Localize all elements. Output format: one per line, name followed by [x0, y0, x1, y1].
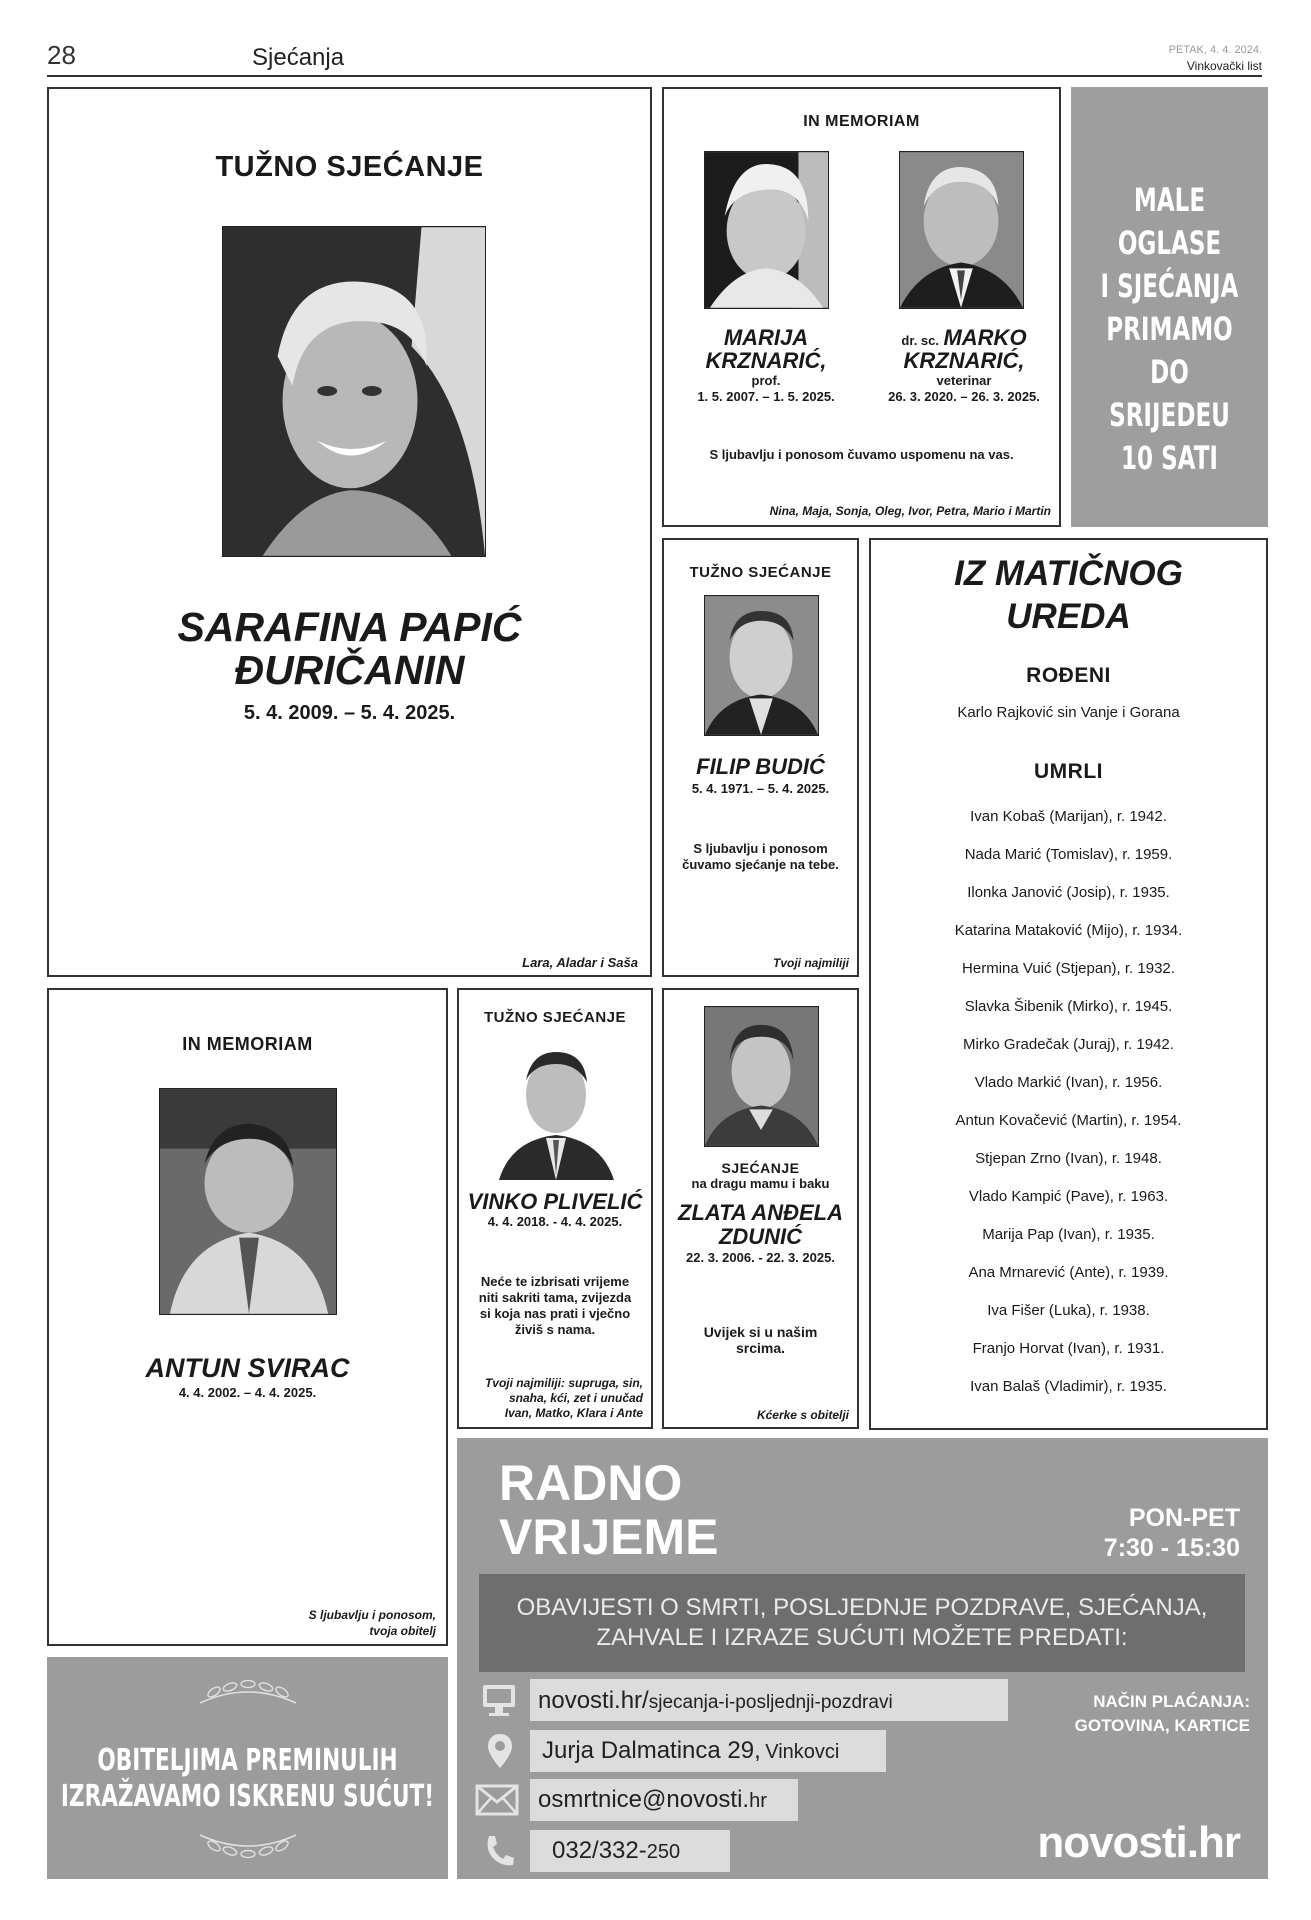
message-line: Neće te izbrisati vrijeme [480, 1274, 630, 1289]
signature-line: Tvoji najmiliji: supruga, sin, [484, 1376, 643, 1390]
person2-title: veterinar [936, 373, 992, 388]
signature-line: Ivan, Matko, Klara i Ante [504, 1406, 643, 1420]
message-line: si koja nas prati i vječno [479, 1306, 631, 1321]
person1-title: prof. [751, 373, 781, 388]
born-entry: Karlo Rajković sin Vanje i Gorana [957, 704, 1180, 721]
born-heading: ROĐENI [1026, 664, 1111, 687]
died-entry: Ana Mrnarević (Ante), r. 1939. [968, 1264, 1169, 1281]
person2-dates: 26. 3. 2020. – 26. 3. 2025. [888, 389, 1040, 404]
registry-title-line1: IZ MATIČNOG [954, 554, 1183, 593]
memorial-signature: Nina, Maja, Sonja, Oleg, Ivor, Petra, Mario i Martin [769, 504, 1051, 518]
memorial-signature-line2: tvoja obitelj [369, 1624, 436, 1638]
memorial-name-line1: ZLATA ANĐELA [678, 1200, 843, 1225]
died-entry: Ivan Balaš (Vladimir), r. 1935. [970, 1378, 1167, 1395]
died-entry: Antun Kovačević (Martin), r. 1954. [955, 1112, 1182, 1129]
notice-line: MALE [1133, 181, 1206, 219]
banner-line1: OBAVIJESTI O SMRTI, POSLJEDNJE POZDRAVE, SJEĆANJA, [516, 1594, 1208, 1621]
portrait-photo [704, 1006, 819, 1147]
notice-line: DO SRIJEDEU [1109, 353, 1230, 434]
memorial-signature: Kćerke s obitelji [756, 1408, 849, 1422]
notice-male-oglase [1071, 87, 1268, 527]
condolence-line1: OBITELJIMA PREMINULIH [97, 1743, 398, 1778]
address-city: Vinkovci [765, 1741, 840, 1763]
memorial-dates: 5. 4. 1971. – 5. 4. 2025. [691, 781, 830, 796]
memorial-name: FILIP BUDIĆ [696, 754, 825, 779]
address-main: Jurja Dalmatinca 29, [542, 1737, 761, 1764]
email-tld: hr [749, 1790, 767, 1812]
memorial-budic [662, 538, 859, 977]
memorial-name: VINKO PLIVELIĆ [467, 1189, 643, 1214]
died-entry: Vlado Kampić (Pave), r. 1963. [968, 1188, 1169, 1205]
phone-icon [483, 1834, 515, 1868]
memorial-heading: IN MEMORIAM [182, 1034, 313, 1054]
person1-name-line2: KRZNARIĆ, [705, 348, 827, 373]
memorial-heading: SJEĆANJE [721, 1160, 800, 1176]
memorial-subheading: na dragu mamu i baku [691, 1176, 830, 1191]
memorial-message-line1: Uvijek si u našim [703, 1324, 818, 1340]
died-entry: Iva Fišer (Luka), r. 1938. [987, 1302, 1150, 1319]
phone-number[interactable] [530, 1830, 730, 1872]
website-main: novosti.hr/ [538, 1687, 649, 1714]
header-date: PETAK, 4. 4. 2024. [1168, 44, 1262, 56]
phone-ext: 250 [646, 1841, 681, 1863]
memorial-dates: 5. 4. 2009. – 5. 4. 2025. [243, 702, 456, 724]
memorial-signature [485, 1376, 643, 1421]
page-number: 28 [47, 40, 76, 70]
person1-dates: 1. 5. 2007. – 1. 5. 2025. [697, 389, 835, 404]
died-entry: Vlado Markić (Ivan), r. 1956. [974, 1074, 1163, 1091]
memorial-dates: 4. 4. 2018. - 4. 4. 2025. [487, 1214, 623, 1229]
memorial-zdunic [662, 988, 859, 1429]
office-days: PON-PET [1128, 1504, 1240, 1532]
memorial-heading: TUŽNO SJEĆANJE [215, 151, 484, 183]
message-line: živiš s nama. [514, 1322, 596, 1337]
memorial-sarafina [47, 87, 652, 977]
memorial-message-line2: čuvamo sjećanje na tebe. [682, 857, 839, 872]
payment-heading: NAČIN PLAĆANJA: [1093, 1692, 1250, 1711]
header-paper: Vinkovački list [1186, 59, 1262, 73]
person2-name-line2: KRZNARIĆ, [903, 348, 1025, 373]
computer-icon [479, 1682, 519, 1718]
died-entry: Ilonka Janović (Josip), r. 1935. [967, 884, 1170, 901]
message-line: niti sakriti tama, zvijezda [478, 1290, 632, 1305]
died-entry: Slavka Šibenik (Mirko), r. 1945. [964, 998, 1173, 1015]
memorial-plivelic [457, 988, 653, 1429]
memorial-heading: TUŽNO SJEĆANJE [689, 564, 832, 581]
signature-line: snaha, kći, zet i unučad [508, 1391, 643, 1405]
condolence-box [47, 1657, 448, 1879]
memorial-message-line1: S ljubavlju i ponosom [693, 841, 828, 856]
address-field [530, 1730, 886, 1772]
person2-prefix: dr. sc. [901, 333, 939, 348]
website-path: sjecanja-i-posljednji-pozdravi [648, 1692, 893, 1713]
memorial-name-line2: ĐURIČANIN [234, 647, 465, 693]
submission-banner [479, 1574, 1245, 1672]
died-entry: Hermina Vuić (Stjepan), r. 1932. [962, 960, 1175, 977]
header-rule [47, 75, 1262, 77]
laurel-icon [192, 1827, 304, 1863]
portrait-photo-marija [704, 151, 829, 309]
notice-line: I SJEĆANJA [1100, 267, 1239, 305]
portrait-photo [499, 1040, 614, 1180]
portrait-photo [222, 226, 486, 557]
memorial-signature: Tvoji najmiliji [772, 956, 849, 970]
payment-methods: GOTOVINA, KARTICE [1074, 1716, 1250, 1735]
memorial-message-line2: srcima. [735, 1340, 786, 1356]
envelope-icon [475, 1784, 519, 1816]
died-entry: Ivan Kobaš (Marijan), r. 1942. [970, 808, 1167, 825]
memorial-heading: IN MEMORIAM [803, 113, 920, 130]
died-list [871, 798, 1266, 1406]
memorial-dates: 4. 4. 2002. – 4. 4. 2025. [178, 1385, 317, 1400]
died-heading: UMRLI [1034, 760, 1103, 783]
died-entry: Mirko Gradečak (Juraj), r. 1942. [963, 1036, 1174, 1053]
registry-title-line2: UREDA [1006, 597, 1131, 636]
office-title-line2: VRIJEME [499, 1509, 719, 1565]
office-info [457, 1438, 1268, 1879]
phone-main: 032/332- [552, 1837, 647, 1864]
notice-line: PRIMAMO [1106, 310, 1233, 348]
portrait-photo-marko [899, 151, 1024, 309]
memorial-signature: Lara, Aladar i Saša [522, 955, 638, 970]
memorial-message [459, 1274, 651, 1338]
registry-office [869, 538, 1268, 1430]
banner-line2: ZAHVALE I IZRAZE SUĆUTI MOŽETE PREDATI: [596, 1624, 1128, 1651]
email-link[interactable] [530, 1779, 798, 1821]
died-entry: Katarina Mataković (Mijo), r. 1934. [954, 922, 1183, 939]
location-pin-icon [485, 1732, 515, 1770]
notice-lines [1071, 179, 1268, 480]
condolence-line2: IZRAŽAVAMO ISKRENU SUĆUT! [60, 1779, 435, 1814]
section-title: Sjećanja [252, 44, 345, 71]
laurel-icon [192, 1675, 304, 1711]
memorial-name: ANTUN SVIRAC [145, 1353, 350, 1383]
died-entry: Nada Marić (Tomislav), r. 1959. [964, 846, 1173, 863]
died-entry: Marija Pap (Ivan), r. 1935. [982, 1226, 1155, 1243]
novosti-logo: novosti.hr [1037, 1818, 1240, 1867]
email-main: osmrtnice@novosti. [538, 1786, 750, 1813]
notice-line: 10 SATI [1120, 439, 1218, 477]
person1-name-line1: MARIJA [723, 325, 809, 350]
office-title-line1: RADNO [499, 1455, 683, 1511]
memorial-name-line2: ZDUNIĆ [718, 1224, 803, 1249]
memorial-heading: TUŽNO SJEĆANJE [483, 1009, 627, 1026]
memorial-dates: 22. 3. 2006. - 22. 3. 2025. [686, 1250, 835, 1265]
died-entry: Stjepan Zrno (Ivan), r. 1948. [975, 1150, 1162, 1167]
office-hours: 7:30 - 15:30 [1103, 1534, 1240, 1562]
memorial-name-line1: SARAFINA PAPIĆ [177, 604, 522, 650]
portrait-photo [704, 595, 819, 736]
memorial-signature-line1: S ljubavlju i ponosom, [308, 1608, 436, 1622]
person2-first-name: MARKO [943, 325, 1027, 350]
memorial-svirac [47, 988, 448, 1646]
website-link[interactable] [530, 1679, 1008, 1721]
died-entry: Franjo Horvat (Ivan), r. 1931. [972, 1340, 1165, 1357]
memorial-message: S ljubavlju i ponosom čuvamo uspomenu na vas. [709, 447, 1014, 462]
portrait-photo [159, 1088, 337, 1315]
memorial-krznaric [662, 87, 1061, 527]
notice-line: OGLASE [1117, 224, 1222, 262]
